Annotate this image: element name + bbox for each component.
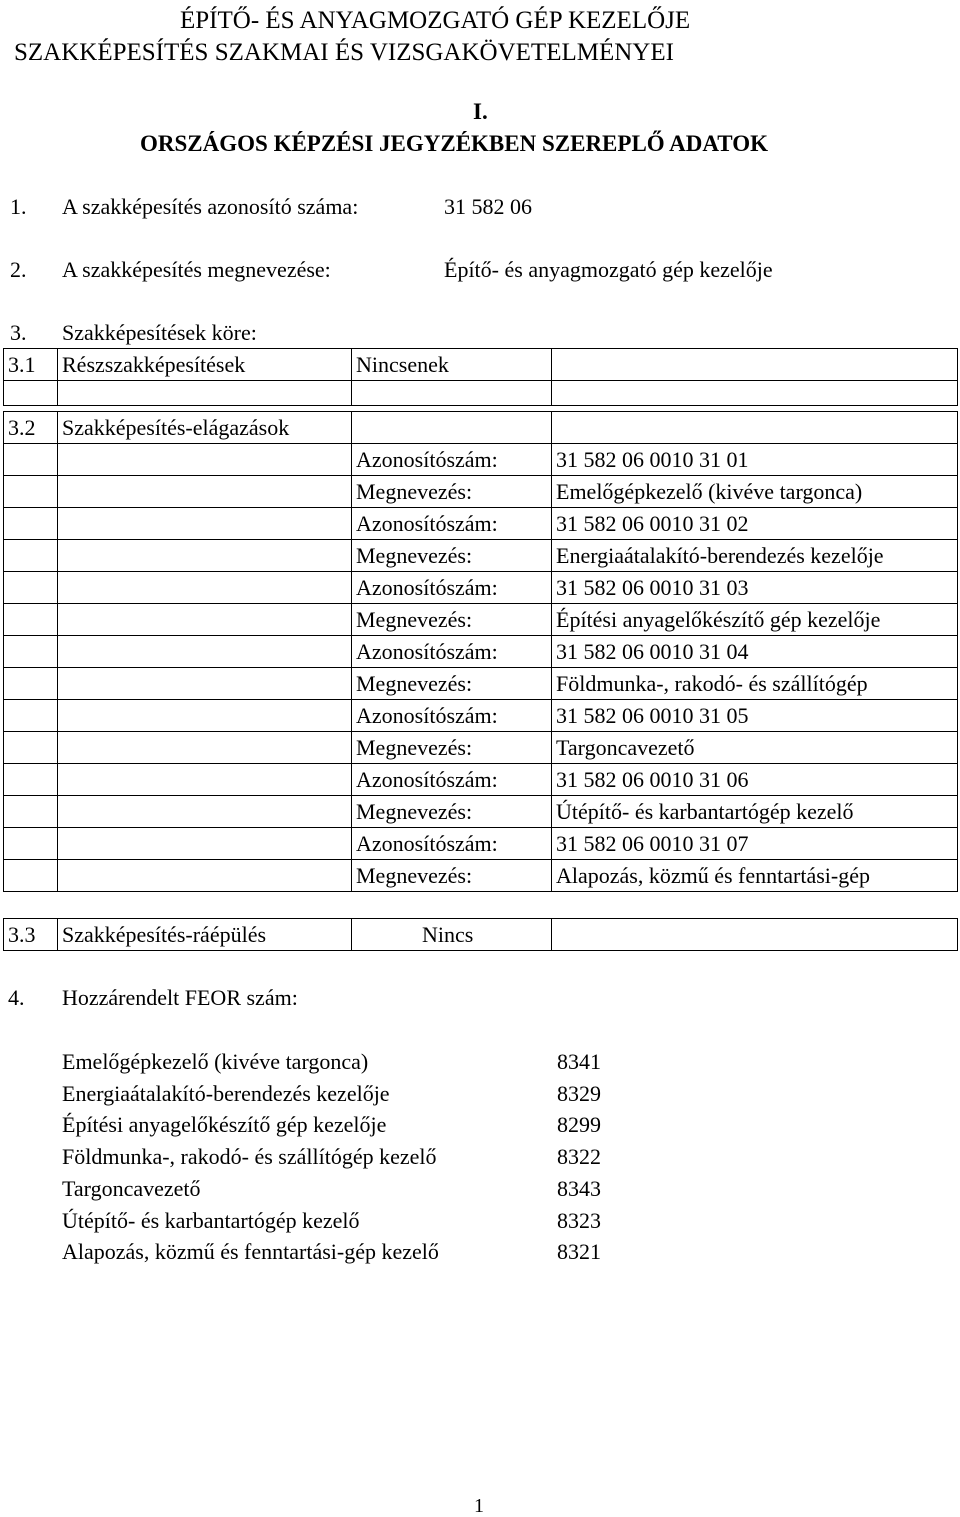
cell-empty	[58, 572, 352, 604]
feor-item-code: 8343	[557, 1175, 601, 1201]
cell-3-3-number: 3.3	[4, 919, 58, 951]
cell-empty	[4, 476, 58, 508]
cell-spacer	[552, 381, 958, 406]
branch-id-label: Azonosítószám:	[352, 572, 552, 604]
feor-item-name: Alapozás, közmű és fenntartási-gép kezelő	[62, 1239, 439, 1265]
branch-name-label: Megnevezés:	[352, 604, 552, 636]
branch-row	[4, 508, 958, 540]
branch-rows	[4, 444, 958, 892]
cell-empty	[58, 476, 352, 508]
branch-row	[4, 796, 958, 828]
branch-row	[4, 604, 958, 636]
branch-row	[4, 572, 958, 604]
branch-name-label: Megnevezés:	[352, 796, 552, 828]
doc-title-line1: ÉPÍTŐ- ÉS ANYAGMOZGATÓ GÉP KEZELŐJE	[180, 7, 691, 34]
branch-name-value: Energiaátalakító-berendezés kezelője	[552, 540, 958, 572]
section-heading: ORSZÁGOS KÉPZÉSI JEGYZÉKBEN SZEREPLŐ ADATOK	[140, 131, 768, 156]
branch-name-value: Emelőgépkezelő (kivéve targonca)	[552, 476, 958, 508]
cell-3-1-empty	[552, 349, 958, 381]
cell-3-2-number: 3.2	[4, 412, 58, 444]
branch-row	[4, 828, 958, 860]
item-1-label: A szakképesítés azonosító száma:	[62, 194, 359, 219]
cell-spacer	[4, 381, 58, 406]
feor-item-code: 8321	[557, 1239, 601, 1265]
branch-id-label: Azonosítószám:	[352, 636, 552, 668]
cell-empty	[58, 764, 352, 796]
cell-empty	[4, 796, 58, 828]
branch-row	[4, 732, 958, 764]
branch-name-value: Útépítő- és karbantartógép kezelő	[552, 796, 958, 828]
feor-item	[62, 1080, 601, 1107]
feor-item	[62, 1239, 601, 1265]
branch-row	[4, 476, 958, 508]
item-2-value: Építő- és anyagmozgató gép kezelője	[444, 257, 773, 282]
item-4-number: 4.	[8, 985, 25, 1010]
branch-id-value: 31 582 06 0010 31 07	[552, 828, 958, 860]
table-3-1	[3, 348, 958, 406]
cell-empty	[4, 508, 58, 540]
branch-id-value: 31 582 06 0010 31 06	[552, 764, 958, 796]
branch-id-value: 31 582 06 0010 31 01	[552, 444, 958, 476]
feor-item	[62, 1144, 601, 1170]
cell-3-3-label: Szakképesítés-ráépülés	[58, 919, 352, 951]
cell-empty	[58, 668, 352, 700]
feor-item-code: 8341	[557, 1049, 601, 1074]
branch-row	[4, 668, 958, 700]
cell-empty	[4, 444, 58, 476]
cell-empty	[58, 796, 352, 828]
feor-item	[62, 1112, 601, 1138]
branch-name-label: Megnevezés:	[352, 668, 552, 700]
table-3-2-branches	[3, 411, 958, 892]
branch-id-label: Azonosítószám:	[352, 700, 552, 732]
feor-item	[62, 1207, 601, 1234]
branch-id-value: 31 582 06 0010 31 03	[552, 572, 958, 604]
cell-empty	[4, 540, 58, 572]
cell-empty	[58, 604, 352, 636]
branch-row	[4, 764, 958, 796]
feor-item-name: Energiaátalakító-berendezés kezelője	[62, 1080, 390, 1106]
branch-id-label: Azonosítószám:	[352, 764, 552, 796]
feor-item-name: Építési anyagelőkészítő gép kezelője	[62, 1112, 387, 1138]
item-2-number: 2.	[10, 257, 27, 282]
cell-empty	[58, 828, 352, 860]
cell-empty	[4, 764, 58, 796]
branch-name-value: Targoncavezető	[552, 732, 958, 764]
cell-3-1-number: 3.1	[4, 349, 58, 381]
table-3-3	[3, 918, 958, 951]
branch-row	[4, 700, 958, 732]
cell-empty	[552, 412, 958, 444]
item-3-number: 3.	[10, 320, 27, 345]
cell-3-2-label: Szakképesítés-elágazások	[58, 412, 352, 444]
item-1-number: 1.	[10, 194, 27, 219]
cell-3-3-value: Nincs	[352, 919, 552, 951]
cell-empty	[4, 732, 58, 764]
feor-item-name: Targoncavezető	[62, 1175, 201, 1201]
cell-3-3-empty	[552, 919, 958, 951]
branch-name-label: Megnevezés:	[352, 732, 552, 764]
cell-empty	[58, 444, 352, 476]
cell-empty	[4, 668, 58, 700]
item-3-label: Szakképesítések köre:	[62, 320, 257, 345]
branch-id-label: Azonosítószám:	[352, 508, 552, 540]
branch-row	[4, 540, 958, 572]
doc-title-line2: SZAKKÉPESÍTÉS SZAKMAI ÉS VIZSGAKÖVETELMÉNYEI	[14, 39, 674, 66]
cell-empty	[58, 508, 352, 540]
feor-item-name: Emelőgépkezelő (kivéve targonca)	[62, 1049, 369, 1074]
cell-empty	[4, 572, 58, 604]
branch-row	[4, 444, 958, 476]
cell-3-1-value: Nincsenek	[352, 349, 552, 381]
feor-item-code: 8323	[557, 1207, 601, 1233]
branch-id-label: Azonosítószám:	[352, 828, 552, 860]
page-number: 1	[474, 1495, 484, 1517]
feor-item-code: 8322	[557, 1144, 601, 1170]
cell-empty	[58, 540, 352, 572]
branch-name-label: Megnevezés:	[352, 540, 552, 572]
branch-name-value: Alapozás, közmű és fenntartási-gép	[552, 860, 958, 892]
cell-empty	[4, 604, 58, 636]
branch-row	[4, 636, 958, 668]
feor-item	[62, 1049, 601, 1075]
item-1-value: 31 582 06	[444, 194, 532, 219]
branch-name-value: Építési anyagelőkészítő gép kezelője	[552, 604, 958, 636]
branch-id-label: Azonosítószám:	[352, 444, 552, 476]
branch-name-label: Megnevezés:	[352, 860, 552, 892]
branch-id-value: 31 582 06 0010 31 04	[552, 636, 958, 668]
cell-empty	[4, 860, 58, 892]
cell-empty	[58, 636, 352, 668]
feor-item-code: 8299	[557, 1112, 601, 1138]
cell-3-1-label: Részszakképesítések	[58, 349, 352, 381]
branch-row	[4, 860, 958, 892]
branch-id-value: 31 582 06 0010 31 05	[552, 700, 958, 732]
item-4-label: Hozzárendelt FEOR szám:	[62, 985, 298, 1010]
branch-name-value: Földmunka-, rakodó- és szállítógép	[552, 668, 958, 700]
feor-item-name: Földmunka-, rakodó- és szállítógép kezelő	[62, 1144, 437, 1170]
cell-empty	[58, 860, 352, 892]
feor-item-name: Útépítő- és karbantartógép kezelő	[62, 1207, 360, 1233]
branch-name-label: Megnevezés:	[352, 476, 552, 508]
cell-empty	[352, 412, 552, 444]
cell-empty	[4, 828, 58, 860]
feor-item-code: 8329	[557, 1080, 601, 1106]
item-2-label: A szakképesítés megnevezése:	[62, 257, 331, 282]
cell-spacer	[58, 381, 352, 406]
feor-item	[62, 1175, 601, 1202]
section-number: I.	[473, 99, 488, 124]
branch-id-value: 31 582 06 0010 31 02	[552, 508, 958, 540]
cell-empty	[58, 732, 352, 764]
cell-empty	[58, 700, 352, 732]
cell-empty	[4, 700, 58, 732]
cell-empty	[4, 636, 58, 668]
cell-spacer	[352, 381, 552, 406]
